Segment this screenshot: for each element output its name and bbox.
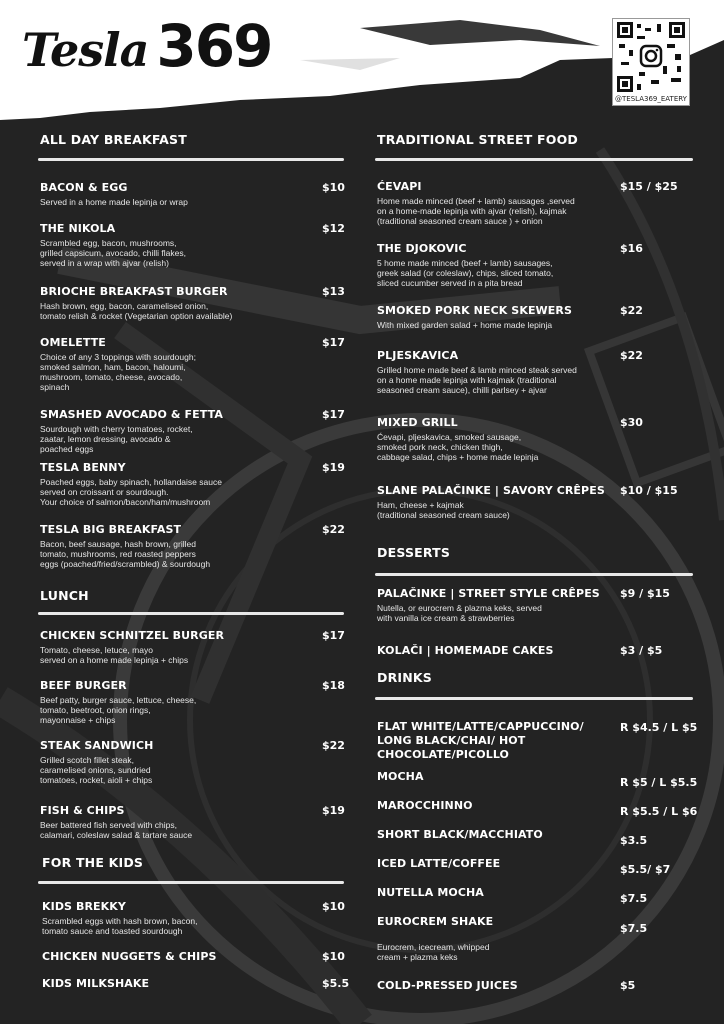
item-price: $3 / $5 [620, 644, 663, 657]
section-rule [38, 612, 344, 615]
menu-item [377, 799, 592, 812]
logo-number: 369 [156, 12, 272, 80]
menu-item [42, 900, 302, 936]
item-desc: Nutella, or eurocrem & plazma keks, served with vanilla ice cream & strawberries [377, 603, 542, 623]
qr-code[interactable] [612, 18, 690, 106]
item-desc: Scrambled egg, bacon, mushrooms, grilled capsicum, avocado, chilli flakes, served in a wrap with ajvar (relish) [40, 238, 186, 268]
item-name: BEEF BURGER [40, 679, 127, 692]
menu-item [377, 886, 592, 899]
item-price: $7.5 [620, 922, 648, 935]
item-price: $17 [322, 336, 345, 349]
item-desc: Bacon, beef sausage, hash brown, grilled tomato, mushrooms, red roasted peppers eggs (poached/fried/scrambled) & sourdough [40, 539, 211, 569]
item-name: BRIOCHE BREAKFAST BURGER [40, 285, 228, 298]
menu-item [40, 285, 310, 321]
item-price: $17 [322, 408, 345, 421]
item-price: $10 [322, 900, 345, 913]
menu-item [377, 915, 592, 962]
item-desc: Tomato, cheese, letuce, mayo served on a home made lepinja + chips [40, 645, 189, 665]
section-title-street-food: TRADITIONAL STREET FOOD [377, 132, 578, 147]
item-desc: Choice of any 3 toppings with sourdough; smoked salmon, ham, bacon, haloumi, mushroom, tomato, cheese, avocado, spinach [40, 352, 196, 392]
section-rule [375, 697, 693, 700]
item-price: $19 [322, 804, 345, 817]
item-price: $12 [322, 222, 345, 235]
item-name: EUROCREM SHAKE [377, 915, 494, 928]
item-name: MAROCCHINNO [377, 799, 473, 812]
item-name: ĆEVAPI [377, 180, 422, 193]
menu-item [377, 484, 613, 520]
item-name: TESLA BIG BREAKFAST [40, 523, 182, 536]
item-price: $13 [322, 285, 345, 298]
item-price: $22 [322, 739, 345, 752]
item-name: THE DJOKOVIC [377, 242, 467, 255]
item-desc: Served in a home made lepinja or wrap [40, 197, 188, 207]
menu-item [377, 180, 613, 226]
section-title-drinks: DRINKS [377, 670, 433, 685]
item-name: SLANE PALAČINKE | SAVORY CRÊPES [377, 484, 605, 497]
item-name: THE NIKOLA [40, 222, 116, 235]
item-name: OMELETTE [40, 336, 106, 349]
menu-item [40, 181, 300, 207]
menu-item [377, 770, 592, 783]
menu-item [377, 587, 613, 623]
section-rule [375, 573, 693, 576]
menu-item [377, 828, 592, 841]
item-name: KIDS MILKSHAKE [42, 977, 150, 990]
item-price: $9 / $15 [620, 587, 670, 600]
item-price: $5.5 [322, 977, 350, 990]
item-desc: Grilled home made beef & lamb minced steak served on a home made lepinja with kajmak (traditional seasoned cream sauce), chilli parlsey + ajvar [377, 365, 577, 395]
item-name: TESLA BENNY [40, 461, 126, 474]
item-price: $30 [620, 416, 643, 429]
item-desc: Ćevapi, pljeskavica, smoked sausage, smoked pork neck, chicken thigh, cabbage salad, chips + home made lepinja [377, 432, 539, 462]
item-name: NUTELLA MOCHA [377, 886, 484, 899]
item-name: PALAČINKE | STREET STYLE CRÊPES [377, 587, 600, 600]
item-name: FLAT WHITE/LATTE/CAPPUCCINO/ LONG BLACK/CHAI/ HOT CHOCOLATE/PICOLLO [377, 720, 584, 761]
logo [22, 12, 271, 80]
item-name: CHICKEN NUGGETS & CHIPS [42, 950, 217, 963]
menu-item [40, 739, 300, 785]
item-price: $22 [620, 304, 643, 317]
item-name: CHICKEN SCHNITZEL BURGER [40, 629, 225, 642]
item-price: $22 [620, 349, 643, 362]
item-price: $7.5 [620, 892, 648, 905]
item-price: R $4.5 / L $5 [620, 721, 698, 734]
item-price: $18 [322, 679, 345, 692]
menu-item [377, 349, 613, 395]
item-name: ICED LATTE/COFFEE [377, 857, 501, 870]
item-name: COLD-PRESSED JUICES [377, 979, 518, 992]
section-title-kids: FOR THE KIDS [42, 855, 144, 870]
section-title-lunch: LUNCH [40, 588, 89, 603]
item-name: BACON & EGG [40, 181, 128, 194]
item-desc: Grilled scotch fillet steak, caramelised onions, sundried tomatoes, rocket, aioli + chips [40, 755, 153, 785]
logo-script: Tesla [22, 23, 149, 77]
item-price: $15 / $25 [620, 180, 678, 193]
section-rule [38, 881, 344, 884]
menu-item [377, 304, 613, 330]
item-name: SHORT BLACK/MACCHIATO [377, 828, 543, 841]
item-price: $17 [322, 629, 345, 642]
item-name: STEAK SANDWICH [40, 739, 154, 752]
item-price: R $5 / L $5.5 [620, 776, 698, 789]
item-desc: Sourdough with cherry tomatoes, rocket, zaatar, lemon dressing, avocado & poached eggs [40, 424, 193, 454]
item-desc: Eurocrem, icecream, whipped cream + plazma keks [377, 942, 490, 962]
menu-item [40, 222, 300, 268]
qr-handle: @TESLA369_EATERY [615, 95, 687, 103]
menu-item [40, 408, 300, 454]
menu-item [40, 629, 300, 665]
item-desc: 5 home made minced (beef + lamb) sausages, greek salad (or coleslaw), chips, sliced tomato, sliced cucumber served in a pita bread [377, 258, 554, 288]
item-name: KOLAČI | HOMEMADE CAKES [377, 644, 554, 657]
item-desc: Poached eggs, baby spinach, hollandaise sauce served on croissant or sourdough. Your choice of salmon/bacon/ham/mushroom [40, 477, 222, 507]
menu-item [42, 950, 302, 963]
item-name: FISH & CHIPS [40, 804, 125, 817]
section-rule [38, 158, 344, 161]
item-price: $10 / $15 [620, 484, 678, 497]
menu-item [377, 857, 592, 870]
item-desc: Hash brown, egg, bacon, caramelised onion, tomato relish & rocket (Vegetarian option available) [40, 301, 233, 321]
item-desc: Beer battered fish served with chips, calamari, coleslaw salad & tartare sauce [40, 820, 193, 840]
item-price: $10 [322, 950, 345, 963]
menu-item [40, 523, 310, 569]
item-name: SMOKED PORK NECK SKEWERS [377, 304, 573, 317]
header [0, 0, 724, 125]
menu-item [40, 336, 300, 392]
item-desc: Home made minced (beef + lamb) sausages ,served on a home-made lepinja with ajvar (relish), kajmak (traditional seasoned cream sauce ) + onion [377, 196, 575, 226]
item-price: R $5.5 / L $6 [620, 805, 698, 818]
item-price: $22 [322, 523, 345, 536]
item-desc: Ham, cheese + kajmak (traditional seasoned cream sauce) [377, 500, 510, 520]
menu-item [40, 461, 310, 507]
menu-item [42, 977, 302, 990]
menu-item [377, 979, 592, 992]
instagram-icon [641, 46, 661, 66]
item-price: $5 [620, 979, 636, 992]
menu-item [377, 720, 592, 762]
item-name: PLJESKAVICA [377, 349, 459, 362]
section-rule [375, 158, 693, 161]
item-price: $5.5/ $7 [620, 863, 671, 876]
item-price: $10 [322, 181, 345, 194]
menu-item [377, 644, 613, 657]
item-price: $16 [620, 242, 643, 255]
item-name: KIDS BREKKY [42, 900, 126, 913]
qr-pattern [617, 22, 685, 92]
menu-item [40, 679, 300, 725]
item-desc: Beef patty, burger sauce, lettuce, cheese, tomato, beetroot, onion rings, mayonnaise + chips [40, 695, 197, 725]
section-title-desserts: DESSERTS [377, 545, 451, 560]
item-price: $3.5 [620, 834, 648, 847]
item-desc: Scrambled eggs with hash brown, bacon, tomato sauce and toasted sourdough [42, 916, 198, 936]
section-title-breakfast: ALL DAY BREAKFAST [40, 132, 187, 147]
menu-item [377, 416, 613, 462]
menu-item [40, 804, 310, 840]
item-name: MIXED GRILL [377, 416, 458, 429]
menu-item [377, 242, 613, 288]
item-price: $19 [322, 461, 345, 474]
item-name: SMASHED AVOCADO & FETTA [40, 408, 223, 421]
item-desc: With mixed garden salad + home made lepinja [377, 320, 553, 330]
item-name: MOCHA [377, 770, 424, 783]
